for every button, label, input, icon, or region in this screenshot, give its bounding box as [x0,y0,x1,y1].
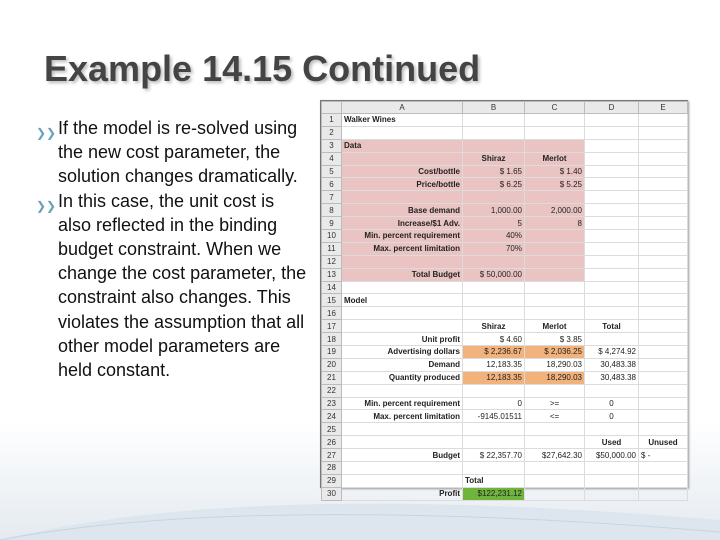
sheet-cell [585,474,639,487]
sheet-cell [463,462,525,475]
sheet-cell [639,307,688,320]
column-header-row [322,102,688,114]
row-number: 3 [322,139,342,152]
sheet-cell [639,126,688,139]
row-number: 30 [322,487,342,500]
sheet-cell: $ 4,274.92 [585,346,639,359]
sheet-row [322,204,688,217]
sheet-row [322,371,688,384]
sheet-cell: $ 2,036.25 [525,346,585,359]
sheet-cell [639,320,688,333]
sheet-cell: $ 4.60 [463,333,525,346]
column-header: A [342,102,463,114]
sheet-cell: 0 [585,397,639,410]
sheet-row [322,191,688,204]
sheet-cell: 8 [525,217,585,230]
sheet-cell [585,462,639,475]
sheet-cell: Increase/$1 Adv. [342,217,463,230]
sheet-cell [525,255,585,268]
sheet-cell [525,114,585,127]
sheet-cell [639,191,688,204]
sheet-cell [585,152,639,165]
row-number: 1 [322,114,342,127]
sheet-cell [639,358,688,371]
sheet-cell [639,139,688,152]
sheet-cell [342,281,463,294]
sheet-cell: Data [342,139,463,152]
sheet-cell: $50,000.00 [585,449,639,462]
sheet-cell [463,255,525,268]
row-number: 15 [322,294,342,307]
sheet-cell [639,114,688,127]
sheet-cell [342,255,463,268]
spreadsheet-image [320,100,688,499]
sheet-cell [525,230,585,243]
sheet-cell: Unused [639,436,688,449]
sheet-cell: 2,000.00 [525,204,585,217]
sheet-cell: Max. percent limitation [342,410,463,423]
row-number: 10 [322,230,342,243]
sheet-cell [342,474,463,487]
sheet-cell [585,294,639,307]
sheet-row [322,307,688,320]
sheet-cell: Total [585,320,639,333]
sheet-cell [585,384,639,397]
sheet-row [322,126,688,139]
row-number: 21 [322,371,342,384]
sheet-row [322,268,688,281]
sheet-cell [585,178,639,191]
sheet-cell [463,436,525,449]
sheet-cell: Model [342,294,463,307]
sheet-cell [639,487,688,500]
sheet-cell: $ 5.25 [525,178,585,191]
sheet-cell [463,281,525,294]
sheet-cell: $ 6.25 [463,178,525,191]
row-number: 13 [322,268,342,281]
sheet-cell: Base demand [342,204,463,217]
sheet-cell: $27,642.30 [525,449,585,462]
column-header: D [585,102,639,114]
sheet-cell: $ - [639,449,688,462]
sheet-cell [639,268,688,281]
sheet-cell: $122,231.12 [463,487,525,500]
sheet-cell [639,346,688,359]
column-header: B [463,102,525,114]
sheet-cell [585,191,639,204]
sheet-cell [585,165,639,178]
sheet-row [322,165,688,178]
column-header: E [639,102,688,114]
row-number: 20 [322,358,342,371]
sheet-row [322,462,688,475]
sheet-cell [463,307,525,320]
sheet-row [322,410,688,423]
sheet-cell [585,423,639,436]
sheet-cell: 0 [463,397,525,410]
row-number: 18 [322,333,342,346]
sheet-cell: Shiraz [463,152,525,165]
chevron-bullet-icon: ❯❯ [36,198,57,213]
sheet-cell: Merlot [525,320,585,333]
sheet-cell [342,191,463,204]
sheet-cell [342,126,463,139]
sheet-cell: -9145.01511 [463,410,525,423]
sheet-cell [463,139,525,152]
sheet-cell [585,139,639,152]
sheet-cell [585,114,639,127]
sheet-cell [639,281,688,294]
sheet-cell [525,268,585,281]
column-header: C [525,102,585,114]
sheet-cell [585,217,639,230]
sheet-cell [585,255,639,268]
sheet-cell: 12,183.35 [463,371,525,384]
sheet-cell [639,397,688,410]
sheet-row [322,436,688,449]
sheet-cell [525,423,585,436]
sheet-cell: 18,290.03 [525,358,585,371]
sheet-cell [463,191,525,204]
sheet-cell: $ 3.85 [525,333,585,346]
sheet-cell [639,152,688,165]
row-number: 5 [322,165,342,178]
sheet-cell: Min. percent requirement [342,397,463,410]
sheet-cell: Profit [342,487,463,500]
sheet-cell [639,474,688,487]
bullet-item [36,116,308,189]
sheet-cell [525,139,585,152]
sheet-cell [585,204,639,217]
column-header [322,102,342,114]
sheet-cell [463,114,525,127]
sheet-cell: Total [463,474,525,487]
sheet-cell [639,217,688,230]
sheet-cell [342,423,463,436]
row-number: 11 [322,242,342,255]
sheet-cell: 30,483.38 [585,358,639,371]
slide-title: Example 14.15 Continued [44,48,481,89]
sheet-cell: $ 2,236.67 [463,346,525,359]
row-number: 29 [322,474,342,487]
sheet-row [322,358,688,371]
sheet-cell [585,268,639,281]
sheet-cell [639,294,688,307]
sheet-cell [639,255,688,268]
bullet-item [36,189,308,383]
sheet-cell: Cost/bottle [342,165,463,178]
sheet-cell [525,281,585,294]
sheet-cell: 30,483.38 [585,371,639,384]
sheet-cell [639,165,688,178]
sheet-cell: 18,290.03 [525,371,585,384]
sheet-cell [639,230,688,243]
row-number: 17 [322,320,342,333]
sheet-row [322,474,688,487]
sheet-row [322,384,688,397]
sheet-cell [639,204,688,217]
sheet-cell [342,152,463,165]
sheet-cell [585,281,639,294]
sheet-cell: Advertising dollars [342,346,463,359]
sheet-cell [525,242,585,255]
sheet-cell [342,436,463,449]
sheet-row [322,397,688,410]
sheet-row [322,139,688,152]
sheet-cell [342,307,463,320]
row-number: 24 [322,410,342,423]
sheet-cell: 12,183.35 [463,358,525,371]
bullet-text: In this case, the unit cost is also reflected in the binding budget constraint. When we change the cost parameter, the constraint also changes. This violates the assumption that all other model parameters are held constant. [58,190,307,381]
sheet-cell [525,436,585,449]
sheet-cell [463,423,525,436]
sheet-cell: 1,000.00 [463,204,525,217]
sheet-cell: >= [525,397,585,410]
sheet-row [322,487,688,500]
sheet-cell [639,371,688,384]
row-number: 23 [322,397,342,410]
sheet-cell: Min. percent requirement [342,230,463,243]
sheet-cell [639,423,688,436]
sheet-cell: Merlot [525,152,585,165]
sheet-row [322,449,688,462]
sheet-row [322,346,688,359]
sheet-cell [639,333,688,346]
spreadsheet-table [321,101,688,501]
bullet-list [36,116,308,382]
sheet-cell: $ 1.40 [525,165,585,178]
row-number: 26 [322,436,342,449]
row-number: 28 [322,462,342,475]
sheet-cell: Max. percent limitation [342,242,463,255]
sheet-cell [585,487,639,500]
sheet-row [322,152,688,165]
sheet-cell [525,126,585,139]
row-number: 27 [322,449,342,462]
sheet-cell [585,333,639,346]
row-number: 25 [322,423,342,436]
bullet-text: If the model is re-solved using the new cost parameter, the solution changes dramatically. [58,118,298,187]
row-number: 16 [322,307,342,320]
row-number: 22 [322,384,342,397]
sheet-cell [463,126,525,139]
sheet-cell [525,307,585,320]
row-number: 7 [322,191,342,204]
sheet-cell [342,320,463,333]
sheet-row [322,423,688,436]
sheet-row [322,333,688,346]
sheet-cell [585,126,639,139]
sheet-row [322,281,688,294]
sheet-cell [585,242,639,255]
sheet-cell: Used [585,436,639,449]
row-number: 19 [322,346,342,359]
sheet-cell: $ 1.65 [463,165,525,178]
sheet-cell [639,242,688,255]
sheet-cell [525,191,585,204]
sheet-cell: 5 [463,217,525,230]
sheet-row [322,178,688,191]
sheet-cell [463,384,525,397]
sheet-row [322,114,688,127]
sheet-cell [525,474,585,487]
sheet-cell: 0 [585,410,639,423]
sheet-cell [525,384,585,397]
sheet-cell [463,294,525,307]
sheet-cell [639,384,688,397]
sheet-row [322,294,688,307]
sheet-row [322,230,688,243]
row-number: 12 [322,255,342,268]
sheet-cell: 70% [463,242,525,255]
sheet-cell: Price/bottle [342,178,463,191]
sheet-cell [585,230,639,243]
sheet-cell: $ 22,357.70 [463,449,525,462]
sheet-cell [585,307,639,320]
row-number: 6 [322,178,342,191]
sheet-row [322,217,688,230]
sheet-row [322,255,688,268]
sheet-cell [525,462,585,475]
row-number: 8 [322,204,342,217]
sheet-cell [525,294,585,307]
sheet-cell: Shiraz [463,320,525,333]
sheet-cell [639,462,688,475]
sheet-cell [639,410,688,423]
sheet-cell: Unit profit [342,333,463,346]
sheet-cell: Demand [342,358,463,371]
sheet-cell [525,487,585,500]
chevron-bullet-icon: ❯❯ [36,126,57,140]
row-number: 9 [322,217,342,230]
sheet-cell: <= [525,410,585,423]
row-number: 2 [322,126,342,139]
sheet-cell: $ 50,000.00 [463,268,525,281]
sheet-cell: Total Budget [342,268,463,281]
sheet-cell [342,384,463,397]
sheet-row [322,242,688,255]
row-number: 14 [322,281,342,294]
sheet-cell: 40% [463,230,525,243]
sheet-cell: Budget [342,449,463,462]
sheet-cell: Quantity produced [342,371,463,384]
sheet-cell [639,178,688,191]
sheet-row [322,320,688,333]
row-number: 4 [322,152,342,165]
sheet-cell [342,462,463,475]
sheet-cell: Walker Wines [342,114,463,127]
